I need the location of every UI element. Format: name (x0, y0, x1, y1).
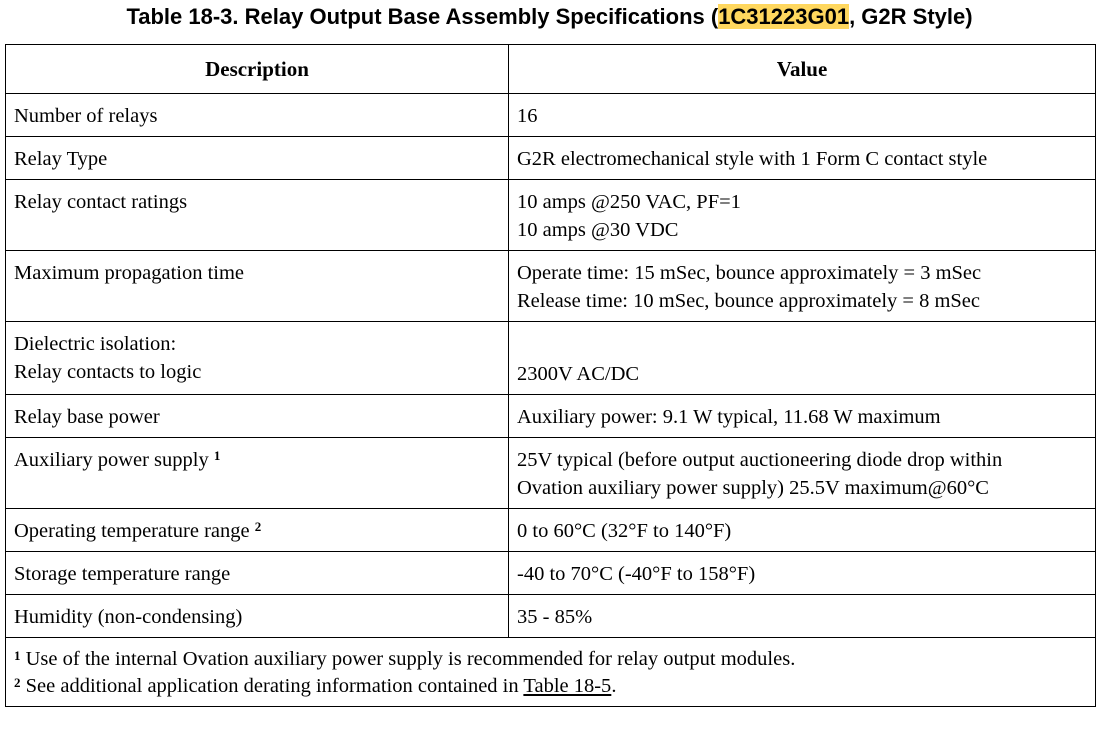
description-cell (6, 552, 509, 595)
footnote-marker: 1 (213, 448, 221, 463)
table-row (6, 137, 1096, 180)
description-cell (6, 595, 509, 638)
table-row (6, 509, 1096, 552)
footnote-text: Use of the internal Ovation auxiliary power supply is recommended for relay output modules. (20, 648, 796, 670)
header-row (6, 45, 1096, 94)
value-text: -40 to 70°C (-40°F to 158°F) (517, 563, 756, 585)
caption-suffix: , G2R Style) (849, 4, 973, 29)
footnote-text: See additional application derating information contained in (20, 675, 524, 697)
description-cell (6, 438, 509, 509)
value-text: G2R electromechanical style with 1 Form C contact style (517, 148, 988, 170)
footnote-marker: 2 (254, 519, 262, 534)
description-cell (6, 322, 509, 395)
description-text: Relay contact ratings (14, 191, 188, 213)
value-cell (509, 137, 1096, 180)
value-cell (509, 595, 1096, 638)
spec-table (5, 44, 1096, 707)
table-caption (0, 0, 1099, 38)
value-text: Operate time: 15 mSec, bounce approximately = 3 mSec (517, 262, 982, 284)
table-body (6, 94, 1096, 638)
value-text: Auxiliary power: 9.1 W typical, 11.68 W maximum (517, 406, 941, 428)
value-text: 25V typical (before output auctioneering diode drop within (517, 449, 1003, 471)
description-text: Humidity (non-condensing) (14, 606, 243, 628)
footnote (14, 673, 1087, 700)
value-text: 10 amps @30 VDC (517, 219, 679, 241)
caption-prefix: Table 18-3. Relay Output Base Assembly Specifications ( (126, 4, 719, 29)
description-text: Operating temperature range $^2$ (14, 519, 262, 542)
value-cell (509, 552, 1096, 595)
caption-highlight: 1C31223G01 (718, 4, 850, 29)
value-text: 16 (517, 105, 538, 127)
description-cell (6, 180, 509, 251)
description-text: Dielectric isolation: (14, 333, 177, 355)
description-text: Number of relays (14, 105, 158, 127)
value-text: 35 - 85% (517, 606, 593, 628)
header-description: Description (6, 45, 509, 94)
footnote-number: 2 (14, 675, 21, 690)
description-cell (6, 395, 509, 438)
footnotes-cell (6, 638, 1096, 707)
value-cell (509, 322, 1096, 395)
description-cell (6, 94, 509, 137)
header-value: Value (509, 45, 1096, 94)
value-cell (509, 94, 1096, 137)
value-text: 2300V AC/DC (517, 363, 640, 385)
value-cell (509, 509, 1096, 552)
footnotes-row (6, 638, 1096, 707)
footnote-text-end: . (611, 675, 617, 697)
value-text: Ovation auxiliary power supply) 25.5V maximum@60°C (517, 477, 989, 499)
table-row (6, 552, 1096, 595)
value-text: 0 to 60°C (32°F to 140°F) (517, 520, 732, 542)
description-text: Storage temperature range (14, 563, 231, 585)
value-cell (509, 180, 1096, 251)
footnote-number: 1 (14, 648, 21, 663)
table-row (6, 395, 1096, 438)
description-text: Relay Type (14, 148, 108, 170)
table-row (6, 322, 1096, 395)
description-text: Auxiliary power supply $^1$ (14, 448, 221, 471)
table-row (6, 94, 1096, 137)
table-row (6, 438, 1096, 509)
description-cell (6, 509, 509, 552)
description-text: Maximum propagation time (14, 262, 245, 284)
description-text: Relay contacts to logic (14, 361, 202, 383)
footnote (14, 646, 1087, 673)
description-cell (6, 251, 509, 322)
table-row (6, 595, 1096, 638)
value-cell (509, 438, 1096, 509)
value-cell (509, 251, 1096, 322)
value-text: Release time: 10 mSec, bounce approximately = 8 mSec (517, 290, 981, 312)
value-cell (509, 395, 1096, 438)
description-cell (6, 137, 509, 180)
table-row (6, 180, 1096, 251)
description-text: Relay base power (14, 406, 160, 428)
table-row (6, 251, 1096, 322)
value-text: 10 amps @250 VAC, PF=1 (517, 191, 741, 213)
table-reference-link[interactable]: Table 18-5 (523, 675, 612, 697)
